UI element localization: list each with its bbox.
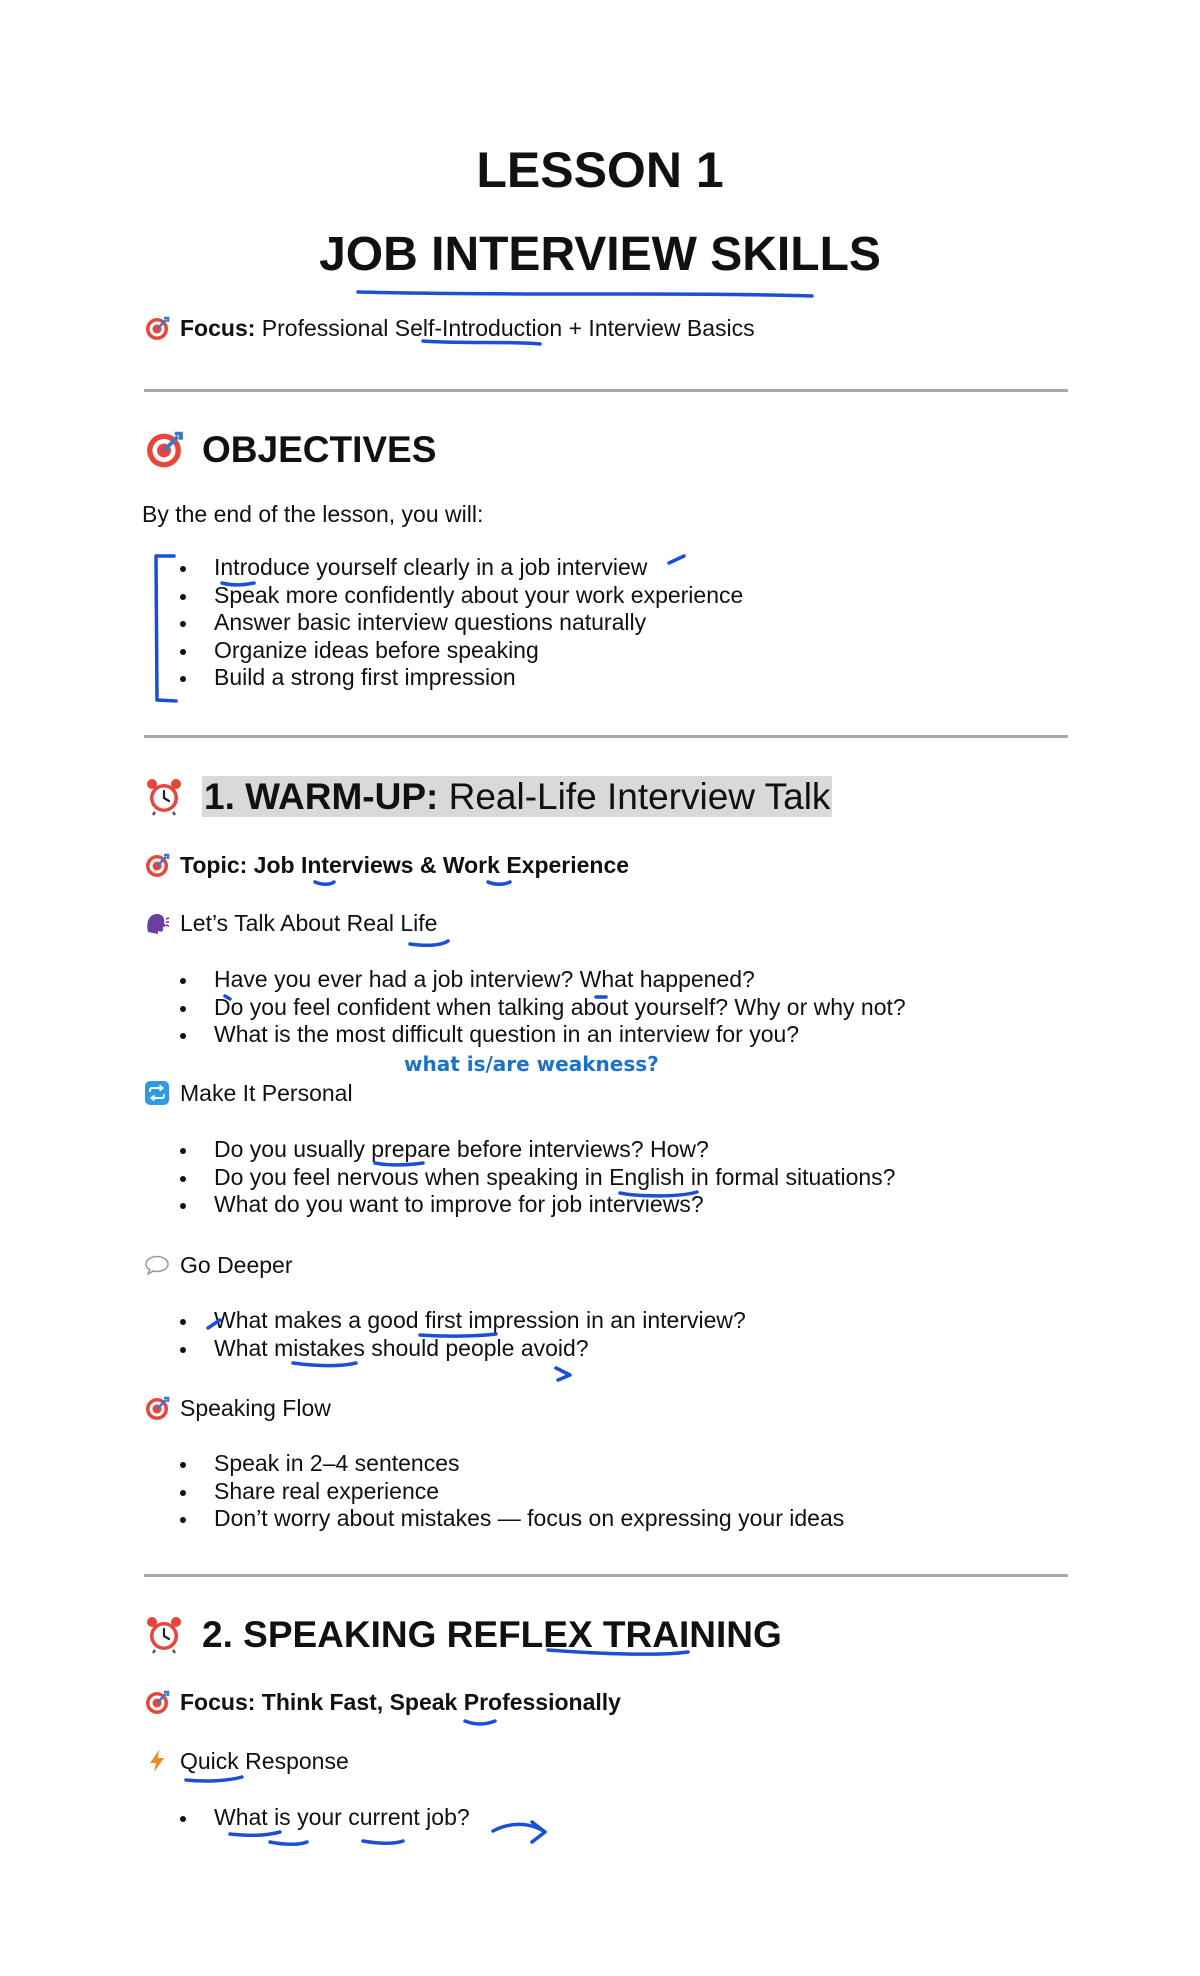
list-item: What is the most difficult question in an interview for you? (176, 1021, 906, 1049)
direct-hit-icon (144, 852, 170, 878)
personal-label (144, 1079, 353, 1107)
list-item: What do you want to improve for job interviews? (176, 1191, 895, 1219)
list-item: What mistakes should people avoid? (176, 1335, 746, 1363)
objectives-list (176, 554, 743, 692)
direct-hit-icon (144, 1395, 170, 1421)
warmup-heading (144, 774, 832, 820)
deeper-label (144, 1251, 293, 1279)
quick-list (176, 1804, 470, 1832)
direct-hit-icon (144, 429, 184, 469)
lightning-icon (144, 1748, 170, 1774)
direct-hit-icon (144, 1689, 170, 1715)
focus-label: Focus: (180, 315, 256, 341)
list-item: Have you ever had a job interview? What happened? (176, 966, 906, 994)
warmup-heading-rest: Real-Life Interview Talk (438, 776, 831, 817)
list-item: Build a strong first impression (176, 664, 743, 692)
focus-line (144, 314, 755, 342)
ink-underline (186, 1777, 242, 1781)
ink-underline (270, 1842, 307, 1844)
divider (144, 1574, 1068, 1577)
list-item: Do you feel nervous when speaking in English in formal situations? (176, 1164, 895, 1192)
list-item: Don’t worry about mistakes — focus on expressing your ideas (176, 1505, 844, 1533)
list-item: What makes a good first impression in an interview? (176, 1307, 746, 1335)
repeat-arrows-icon (144, 1080, 170, 1106)
deeper-label-text: Go Deeper (180, 1252, 293, 1278)
warmup-heading-highlight (202, 776, 832, 817)
direct-hit-icon (144, 315, 170, 341)
list-item: Speak more confidently about your work experience (176, 582, 743, 610)
quick-label-text: Quick Response (180, 1748, 349, 1774)
reflex-focus (144, 1688, 621, 1716)
warmup-heading-bold: 1. WARM-UP: (204, 776, 439, 817)
flow-list (176, 1450, 844, 1533)
ink-underline (465, 1721, 495, 1724)
speaking-head-icon (144, 910, 170, 936)
list-item: Do you feel confident when talking about yourself? Why or why not? (176, 994, 906, 1022)
lesson-number: LESSON 1 (476, 142, 724, 198)
ink-arrow-head (532, 1822, 545, 1842)
handwritten-note: what is/are weakness? (404, 1052, 659, 1076)
objectives-intro: By the end of the lesson, you will: (142, 501, 484, 527)
real-life-list (176, 966, 906, 1049)
quick-label (144, 1747, 349, 1775)
alarm-clock-icon (144, 776, 184, 816)
real-life-label-text: Let’s Talk About Real Life (180, 910, 438, 936)
list-item: Do you usually prepare before interviews? How? (176, 1136, 895, 1164)
reflex-focus-text: Focus: Think Fast, Speak Professionally (180, 1689, 621, 1715)
ink-underline (358, 292, 812, 296)
ink-underline (315, 882, 334, 884)
flow-label (144, 1394, 331, 1422)
divider (144, 389, 1068, 392)
ink-underline (410, 941, 448, 945)
personal-label-text: Make It Personal (180, 1080, 353, 1106)
list-item: Answer basic interview questions naturally (176, 609, 743, 637)
reflex-heading-text: 2. SPEAKING REFLEX TRAINING (202, 1614, 782, 1655)
ink-tick (556, 1368, 570, 1380)
objectives-heading-text: OBJECTIVES (202, 429, 437, 470)
list-item: Introduce yourself clearly in a job interview (176, 554, 743, 582)
divider (144, 735, 1068, 738)
document-title: JOB INTERVIEW SKILLS (319, 228, 881, 281)
ink-underline (488, 882, 510, 884)
ink-arrow (493, 1824, 545, 1832)
speech-bubble-icon (144, 1252, 170, 1278)
ink-bracket (156, 556, 176, 701)
objectives-heading (144, 427, 436, 473)
ink-underline (363, 1841, 403, 1843)
reflex-heading (144, 1612, 782, 1658)
list-item: Share real experience (176, 1478, 844, 1506)
alarm-clock-icon (144, 1614, 184, 1654)
flow-label-text: Speaking Flow (180, 1395, 331, 1421)
real-life-label (144, 909, 437, 937)
list-item: Organize ideas before speaking (176, 637, 743, 665)
topic-text: Topic: Job Interviews & Work Experience (180, 852, 630, 878)
deeper-list (176, 1307, 746, 1362)
ink-underline (293, 1363, 356, 1366)
list-item: Speak in 2–4 sentences (176, 1450, 844, 1478)
list-item: What is your current job? (176, 1804, 470, 1832)
personal-list (176, 1136, 895, 1219)
topic-line (144, 851, 629, 879)
focus-text: Professional Self-Introduction + Interview Basics (255, 315, 755, 341)
ink-underline (230, 1832, 280, 1835)
